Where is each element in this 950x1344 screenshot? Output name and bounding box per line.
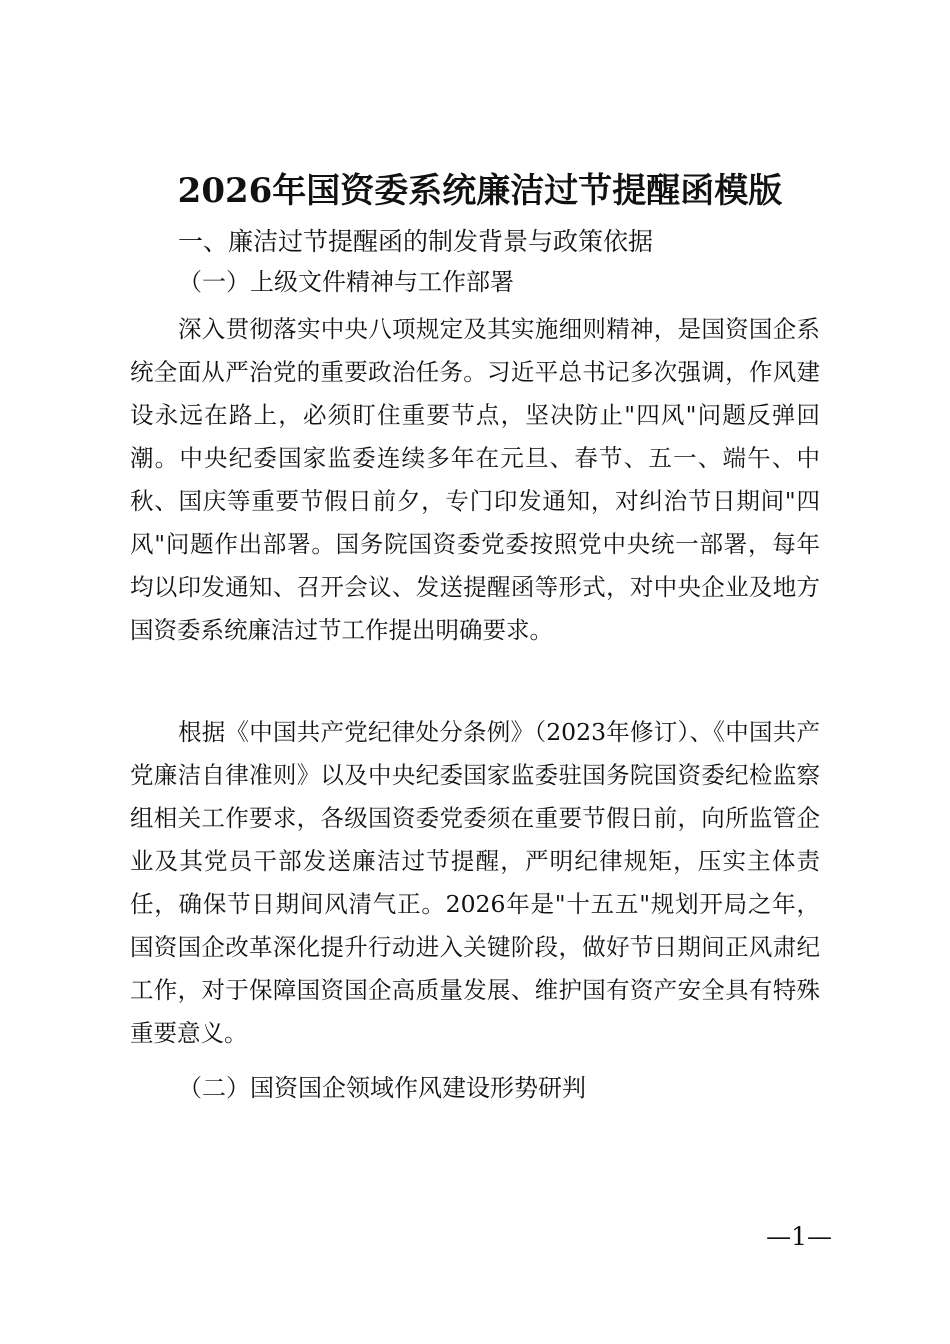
- section-heading-1: 一、廉洁过节提醒函的制发背景与政策依据: [178, 227, 654, 256]
- page-number: —1—: [766, 1222, 832, 1251]
- body-paragraph-1: 深入贯彻落实中央八项规定及其实施细则精神，是国资国企系统全面从严治党的重要政治任务。习近平总书记多次强调，作风建设永远在路上，必须盯住重要节点，坚决防止"四风"问题反弹回潮。中央纪委国家监委连续多年在元旦、春节、五一、端午、中秋、国庆等重要节假日前夕，专门印发通知，对纠治节日期间"四风"问题作出部署。国务院国资委党委按照党中央统一部署，每年均以印发通知、召开会议、发送提醒函等形式，对中央企业及地方国资委系统廉洁过节工作提出明确要求。: [130, 315, 820, 644]
- subsection-heading-2: （二）国资国企领域作风建设形势研判: [178, 1074, 586, 1102]
- body-paragraph-2: 根据《中国共产党纪律处分条例》（2023年修订）、《中国共产党廉洁自律准则》以及中央纪委国家监委驻国务院国资委纪检监察组相关工作要求，各级国资委党委须在重要节假日前，向所监管企业及其党员干部发送廉洁过节提醒，严明纪律规矩，压实主体责任，确保节日期间风清气正。2026年是"十五五"规划开局之年，国资国企改革深化提升行动进入关键阶段，做好节日期间正风肃纪工作，对于保障国资国企高质量发展、维护国有资产安全具有特殊重要意义。: [130, 718, 820, 1047]
- document-title: 2026年国资委系统廉洁过节提醒函模版: [177, 171, 783, 211]
- subsection-heading-1: （一）上级文件精神与工作部署: [178, 268, 514, 296]
